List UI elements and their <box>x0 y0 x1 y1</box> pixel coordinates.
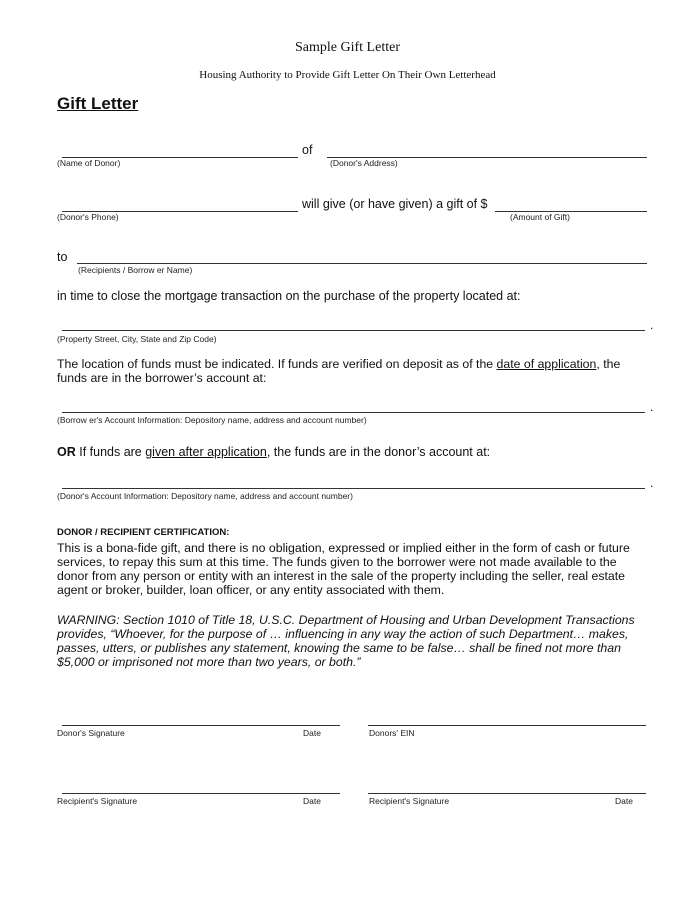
period: . <box>650 318 654 332</box>
gift-connector-label: will give (or have given) a gift of $ <box>302 197 488 211</box>
borrower-account-field[interactable] <box>62 412 645 413</box>
borrower-account-caption: (Borrow er's Account Information: Depository name, address and account number) <box>57 415 367 425</box>
or-text-1: If funds are <box>75 445 146 459</box>
donor-ein-caption: Donors' EIN <box>369 728 415 738</box>
certification-body: This is a bona-fide gift, and there is no obligation, expressed or implied either in the form of cash or future services, to repay this sum at this time. The funds given to the borrower were not made available to the donor from any person or entity with an interest in the sale of the property including the seller, real estate agent or broker, builder, loan officer, or any entity associated with them. <box>57 541 630 597</box>
recipient-signature-field-right[interactable] <box>368 793 646 794</box>
donor-name-caption: (Name of Donor) <box>57 158 121 168</box>
donor-ein-field[interactable] <box>368 725 646 726</box>
funds-text-2: , the funds are in the borrower’s account at: <box>57 357 621 385</box>
donor-account-caption: (Donor's Account Information: Depository name, address and account number) <box>57 491 353 501</box>
warning-text: WARNING: Section 1010 of Title 18, U.S.C. Department of Housing and Urban Development Transactions provides, “Whoever, for the purpose of … influencing in any way the action of such Department… makes, passes, utters, or publishes any statement, knowing the same to be false… shall be fined not more than $5,000 or imprisoned not more than two years, or both.” <box>57 613 635 669</box>
or-paragraph <box>57 445 490 459</box>
recipient-signature-field-left[interactable] <box>62 793 340 794</box>
document-subtitle: Housing Authority to Provide Gift Letter On Their Own Letterhead <box>199 69 496 81</box>
to-label: to <box>57 250 68 264</box>
page-heading: Gift Letter <box>57 94 139 113</box>
donor-account-field[interactable] <box>62 488 645 489</box>
certification-heading: DONOR / RECIPIENT CERTIFICATION: <box>57 527 230 538</box>
recipient-name-caption: (Recipients / Borrow er Name) <box>78 265 193 275</box>
funds-text-1: The location of funds must be indicated. If funds are verified on deposit as of the <box>57 357 497 371</box>
document-title: Sample Gift Letter <box>295 40 400 55</box>
funds-location-paragraph <box>57 357 647 385</box>
donor-phone-caption: (Donor's Phone) <box>57 212 119 222</box>
donor-date-caption: Date <box>303 728 321 738</box>
recipient-signature-caption-left: Recipient's Signature <box>57 796 138 806</box>
or-bold-text: OR <box>57 445 76 459</box>
date-of-application-text: date of application <box>496 357 597 371</box>
recipient-signature-caption-right: Recipient's Signature <box>369 796 450 806</box>
recipient-name-field[interactable] <box>77 263 647 264</box>
property-address-field[interactable] <box>62 330 645 331</box>
or-text-2: , the funds are in the donor’s account at: <box>266 445 491 459</box>
recipient-date-caption-right: Date <box>615 796 633 806</box>
period: . <box>650 476 654 490</box>
given-after-application-text: given after application <box>145 445 267 459</box>
of-label: of <box>302 143 313 157</box>
period: . <box>650 400 654 414</box>
recipient-date-caption-left: Date <box>303 796 321 806</box>
donor-address-caption: (Donor's Address) <box>330 158 398 168</box>
donor-signature-field[interactable] <box>62 725 340 726</box>
property-address-caption: (Property Street, City, State and Zip Code) <box>57 334 217 344</box>
donor-signature-caption: Donor's Signature <box>57 728 125 738</box>
property-intro-text: in time to close the mortgage transaction on the purchase of the property located at: <box>57 289 521 303</box>
gift-amount-caption: (Amount of Gift) <box>510 212 570 222</box>
